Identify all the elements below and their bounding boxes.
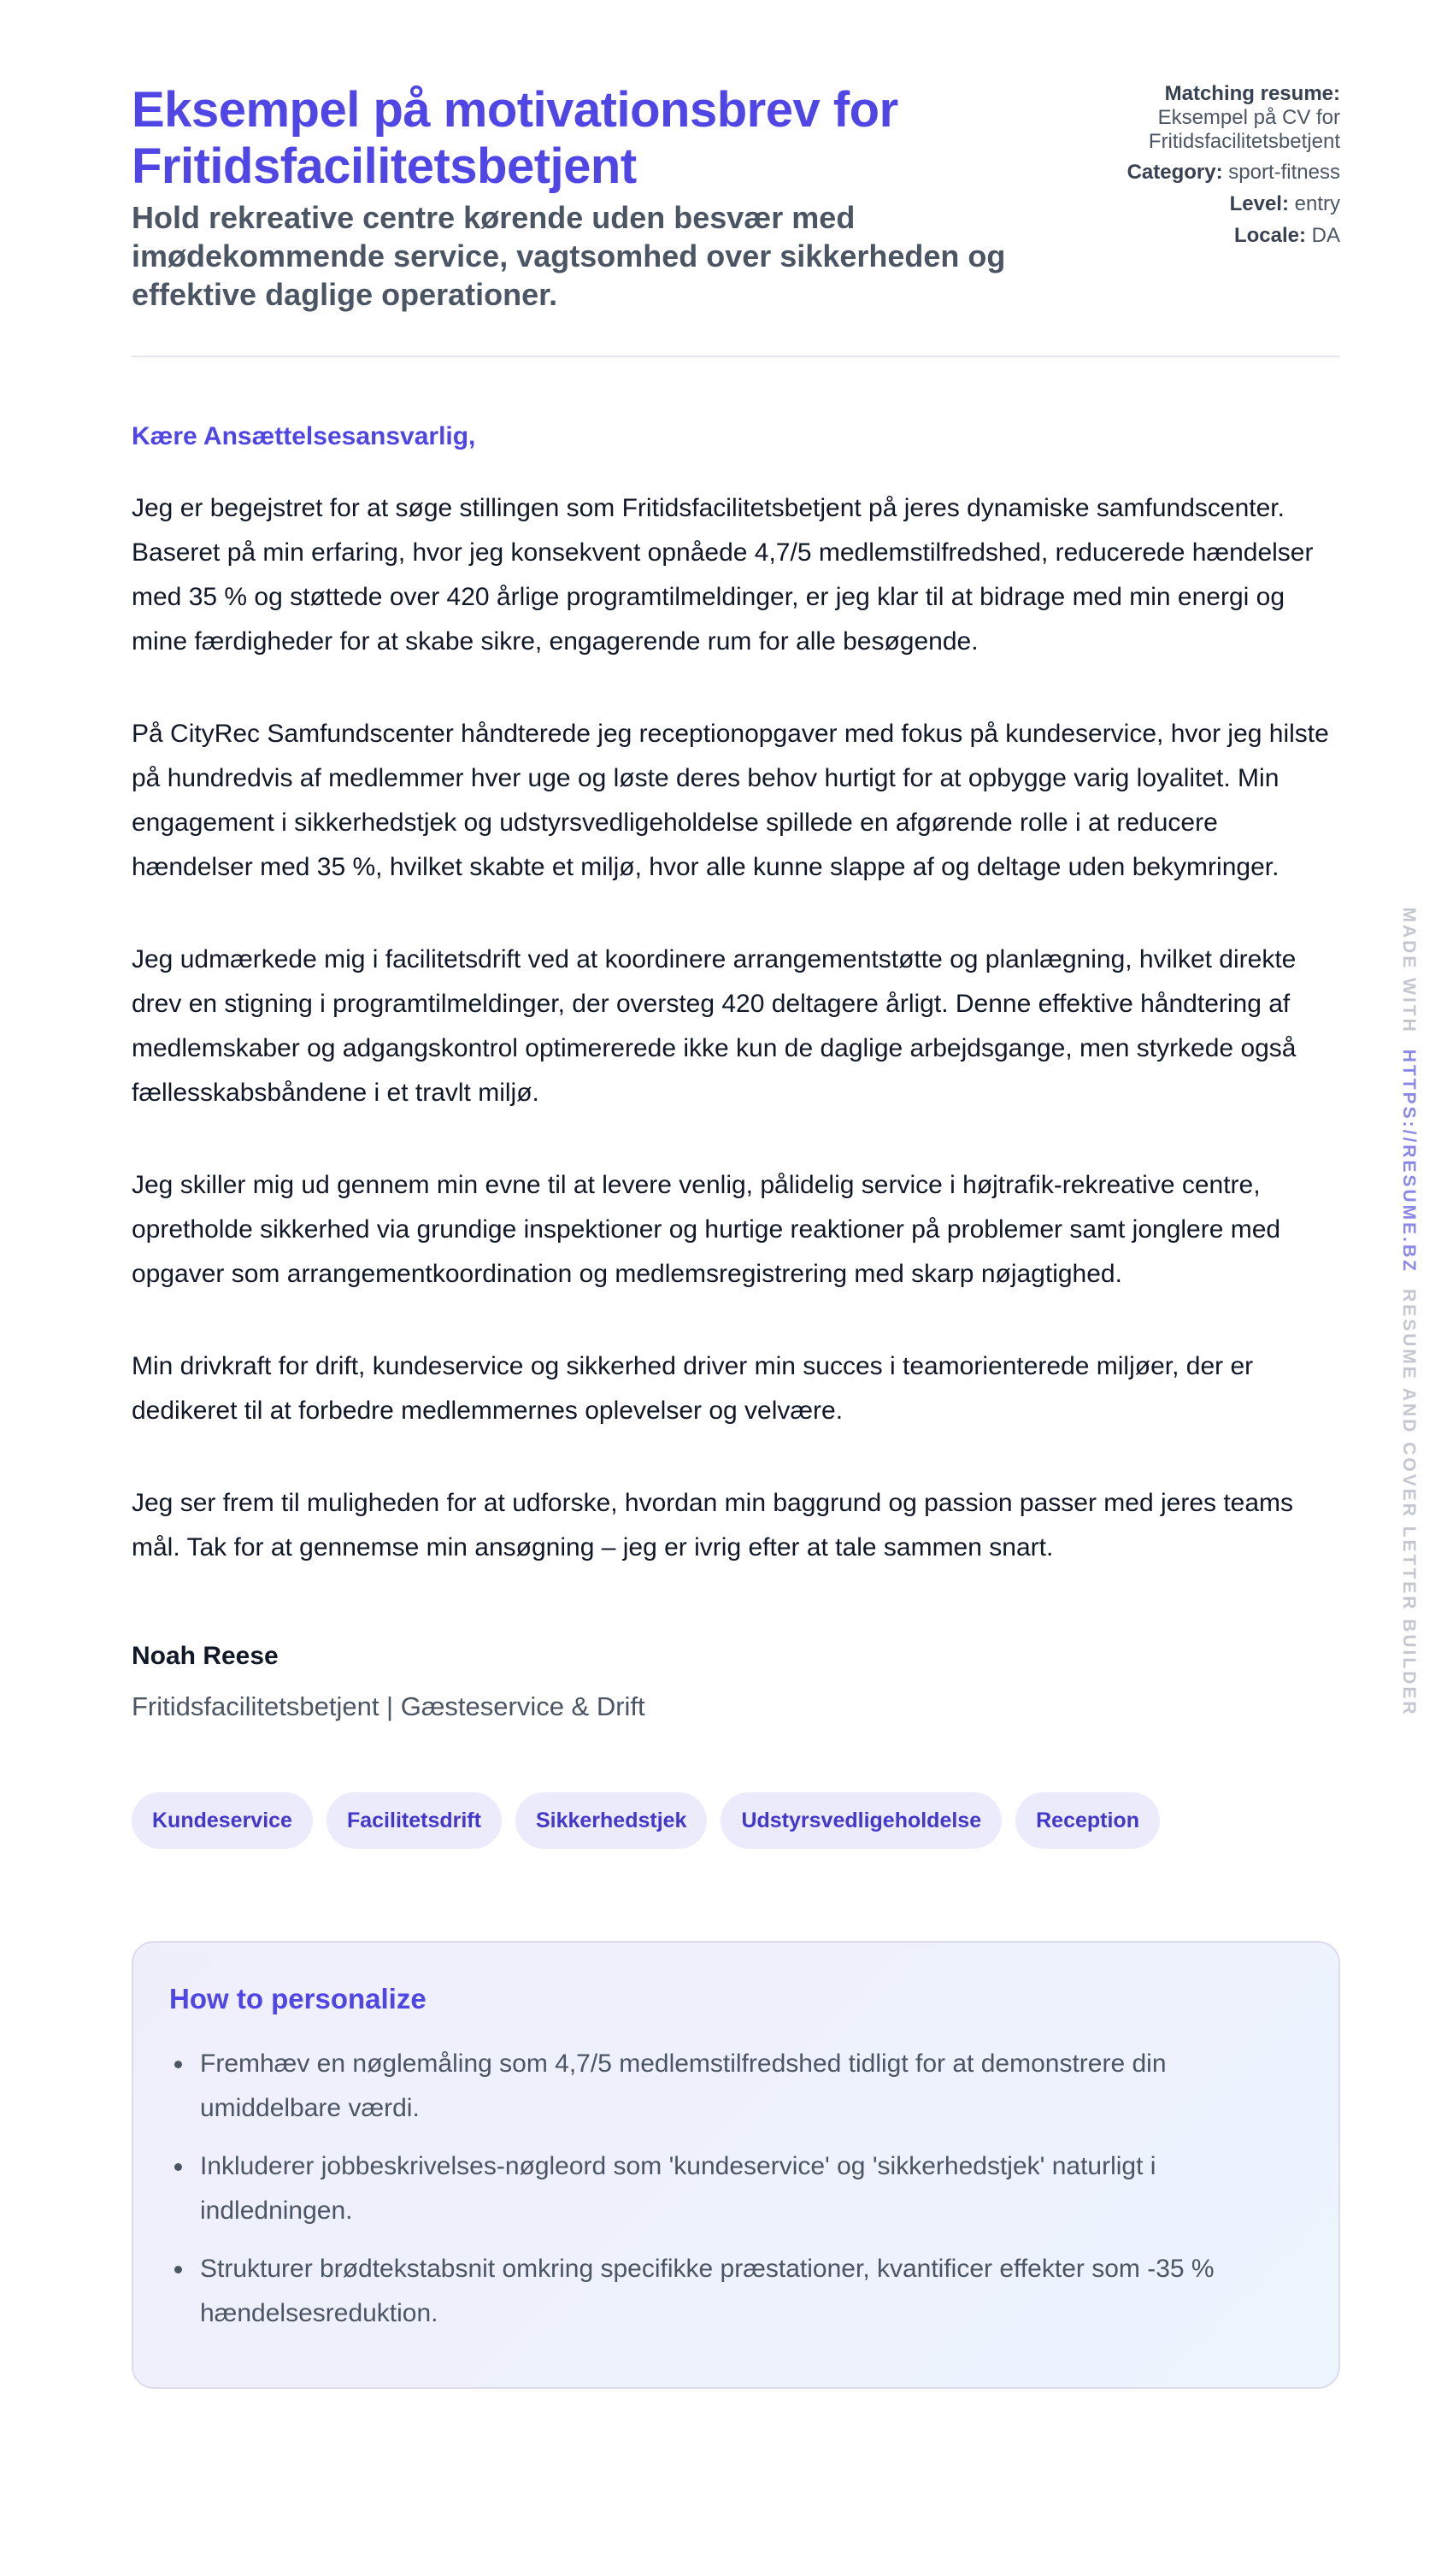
skill-tag[interactable]: Facilitetsdrift (326, 1792, 502, 1849)
letter-paragraph: Jeg udmærkede mig i facilitetsdrift ved at koordinere arrangementstøtte og planlægning, hvilket direkte drev en stigning i programtilmeldinger, der oversteg 420 deltagere årligt. Denne effektive håndtering af medlemskaber og adgangskontrol optimererede ikke kun de daglige arbejdsgange, men styrkede også fællesskabsbåndene i et travlt miljø. (132, 945, 1297, 1107)
level-row (1084, 192, 1340, 216)
category-value: sport-fitness (1228, 161, 1340, 184)
locale-label: Locale: (1233, 224, 1306, 247)
letter-paragraph: Jeg er begejstret for at søge stillingen som Fritidsfacilitetsbetjent på jeres dynamiske samfundscenter. Baseret på min erfaring, hvor jeg konsekvent opnåede 4,7/5 medlemstilfredshed, reducerede hændelser med 35 % og støttede over 420 årlige programtilmeldinger, er jeg klar til at bidrage med min energi og mine færdigheder for at skabe sikre, engagerende rum for alle besøgende. (132, 494, 1314, 656)
letter-paragraph: På CityRec Samfundscenter håndterede jeg receptionopgaver med fokus på kundeservice, hvor jeg hilste på hundredvis af medlemmer hver uge og løste deres behov hurtigt for at opbygge varig loyalitet. Min engagement i sikkerhedstjek og udstyrsvedligeholdelse spillede en afgørende rolle i at reducere hændelser med 35 %, hvilket skabte et miljø, hvor alle kunne slappe af og deltage uden bekymringer. (132, 720, 1329, 881)
signature-role: Fritidsfacilitetsbetjent | Gæsteservice & Drift (132, 1691, 645, 1721)
skill-tag[interactable]: Udstyrsvedligeholdelse (721, 1792, 1002, 1849)
watermark-suffix: RESUME AND COVER LETTER BUILDER (1399, 1288, 1419, 1717)
watermark-prefix: MADE WITH (1399, 907, 1419, 1034)
locale-row (1084, 224, 1340, 248)
skill-tags (132, 1792, 1340, 1849)
header-divider (132, 356, 1340, 357)
letter-body (132, 486, 1340, 1570)
matching-resume (1084, 82, 1340, 154)
personalize-tip: Fremhæv en nøglemåling som 4,7/5 medlemstilfredshed tidligt for at demonstrere din umiddelbare værdi. (169, 2042, 1304, 2131)
level-label: Level: (1229, 192, 1289, 215)
resume-meta (1084, 82, 1340, 256)
skill-tag[interactable]: Sikkerhedstjek (515, 1792, 708, 1849)
letter-paragraph: Jeg skiller mig ud gennem min evne til at levere venlig, pålidelig service i højtrafik-rekreative centre, opretholde sikkerhed via grundige inspektioner og hurtige reaktioner på problemer samt jonglere med opgaver som arrangementkoordination og medlemsregistrering med skarp nøjagtighed. (132, 1171, 1281, 1288)
letter-paragraph: Jeg ser frem til muligheden for at udforske, hvordan min baggrund og passion passer med jeres teams mål. Tak for at gennemse min ansøgning – jeg er ivrig efter at tale sammen snart. (132, 1489, 1294, 1561)
personalize-tip: Inkluderer jobbeskrivelses-nøgleord som 'kundeservice' og 'sikkerhedstjek' naturligt i indledningen. (169, 2144, 1304, 2233)
level-value: entry (1294, 192, 1340, 215)
personalize-box (132, 1941, 1340, 2389)
letter-paragraph: Min drivkraft for drift, kundeservice og sikkerhed driver min succes i teamorienterede miljøer, der er dedikeret til at forbedre medlemmernes oplevelser og velvære. (132, 1352, 1254, 1425)
page-title: Eksempel på motivationsbrev for Fritidsfacilitetsbetjent (132, 82, 898, 194)
personalize-title: How to personalize (169, 1983, 426, 2014)
watermark-link[interactable]: HTTPS://RESUME.BZ (1399, 1049, 1419, 1273)
personalize-tip: Strukturer brødtekstabsnit omkring specifikke præstationer, kvantificer effekter som -35 % hændelsesreduktion. (169, 2247, 1304, 2336)
page-header (132, 82, 1340, 356)
cover-letter-page (132, 82, 1340, 2389)
personalize-list (169, 2042, 1304, 2336)
matching-resume-link-line2[interactable]: Fritidsfacilitetsbetjent (1148, 130, 1340, 153)
category-label: Category: (1127, 161, 1223, 184)
signature-name: Noah Reese (132, 1642, 279, 1670)
page-subtitle: Hold rekreative centre kørende uden besvær med imødekommende service, vagtsomhed over sikkerheden og effektive daglige operationer. (132, 200, 1006, 312)
skill-tag[interactable]: Reception (1015, 1792, 1160, 1849)
side-watermark (1398, 907, 1419, 1716)
category-row (1084, 161, 1340, 185)
matching-resume-link-line1[interactable]: Eksempel på CV for (1157, 106, 1340, 129)
matching-resume-label: Matching resume: (1164, 82, 1340, 105)
salutation: Kære Ansættelsesansvarlig, (132, 422, 476, 450)
skill-tag[interactable]: Kundeservice (132, 1792, 313, 1849)
locale-value: DA (1311, 224, 1340, 247)
signature (132, 1640, 1340, 1724)
